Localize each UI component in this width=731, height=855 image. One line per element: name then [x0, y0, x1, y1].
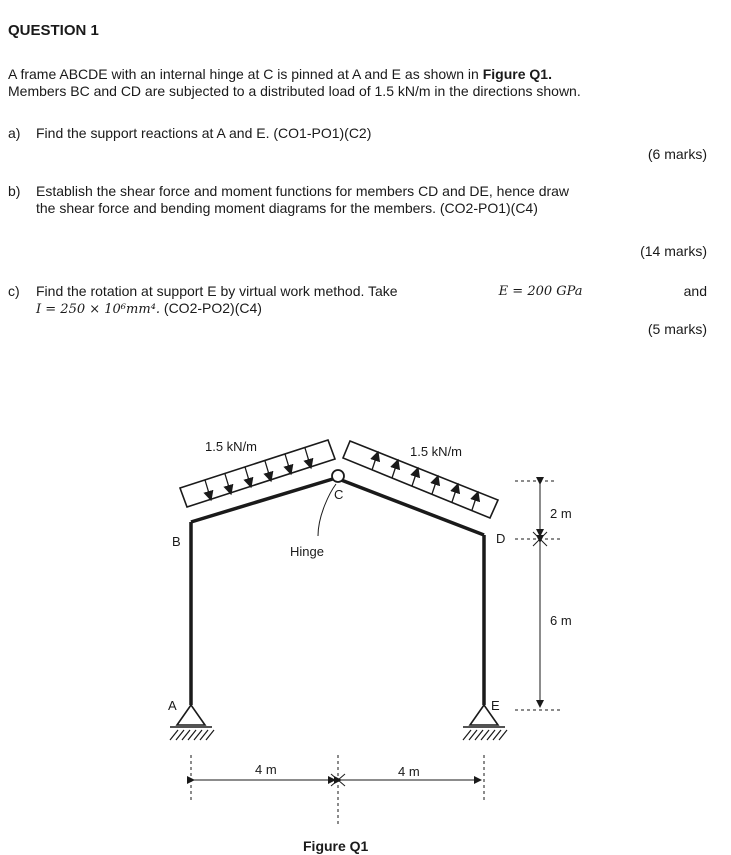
part-b-marks: (14 marks) — [640, 243, 707, 259]
frame-members — [191, 478, 484, 705]
part-c-ref: (CO2-PO2)(C4) — [163, 300, 262, 316]
dim-6m-label: 6 m — [550, 613, 572, 628]
dim-2m-label: 2 m — [550, 506, 572, 521]
right-distributed-load — [343, 441, 498, 518]
label-A: A — [168, 698, 177, 713]
label-D: D — [496, 531, 506, 546]
support-E-icon — [463, 705, 507, 740]
horizontal-dimensions — [191, 755, 484, 825]
label-B: B — [172, 534, 181, 549]
right-load-arrows — [372, 452, 478, 510]
and-word: and — [683, 283, 707, 299]
modulus-equation: E = 200 GPa — [498, 284, 583, 299]
left-load-box — [180, 440, 335, 507]
label-C: C — [334, 487, 344, 502]
part-b-label: b) — [8, 183, 21, 199]
part-a-text: Find the support reactions at A and E. (CO1-PO1)(C2) — [36, 125, 372, 141]
part-a-marks: (6 marks) — [647, 146, 707, 162]
part-b-line-2: the shear force and bending moment diagrams for the members. (CO2-PO1)(C4) — [36, 200, 538, 216]
hinge-icon — [332, 470, 344, 482]
question-title: QUESTION 1 — [8, 22, 99, 39]
figure-ref: Figure Q1. — [482, 66, 552, 82]
part-c-label: c) — [8, 283, 20, 299]
right-load-label: 1.5 kN/m — [410, 444, 463, 459]
dim-left-4m-label: 4 m — [255, 762, 277, 777]
member-BC — [191, 478, 336, 522]
intro-text: A frame ABCDE with an internal hinge at C is pinned at A and E as shown in — [8, 66, 483, 82]
label-E: E — [491, 698, 500, 713]
part-c-marks: (5 marks) — [647, 321, 707, 337]
dim-right-4m-label: 4 m — [398, 764, 420, 779]
part-a-label: a) — [8, 125, 21, 141]
inertia-equation: I = 250 × 10⁶mm⁴. — [36, 302, 161, 317]
intro-line-2: Members BC and CD are subjected to a distributed load of 1.5 kN/m in the directions shown. — [8, 83, 581, 99]
left-distributed-load — [180, 439, 335, 507]
part-b-line-1: Establish the shear force and moment functions for members CD and DE, hence draw — [36, 183, 570, 199]
left-load-label: 1.5 kN/m — [205, 439, 258, 454]
part-c-line-1-text: Find the rotation at support E by virtual work method. Take — [36, 283, 398, 299]
figure-caption: Figure Q1 — [303, 838, 369, 854]
hinge-label: Hinge — [290, 544, 324, 559]
